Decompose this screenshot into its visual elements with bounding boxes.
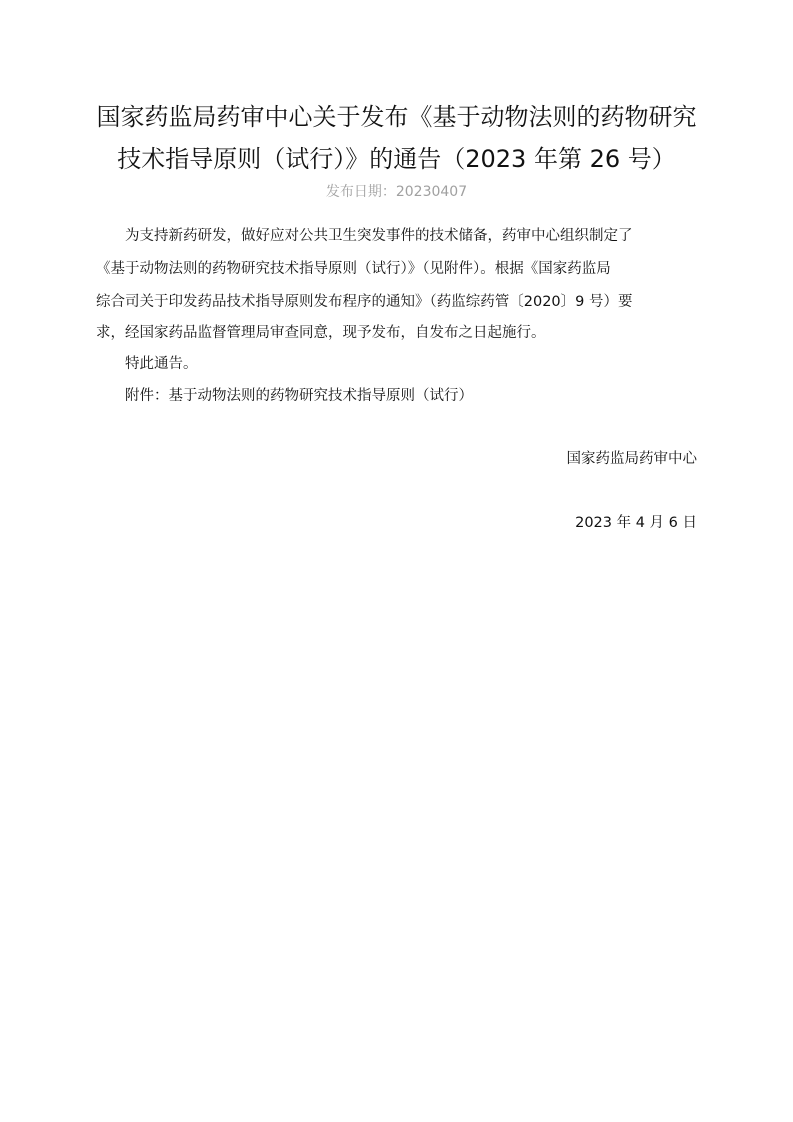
signature-date: 2023 年 4 月 6 日 [575, 515, 697, 531]
body-line-3: 综合司关于印发药品技术指导原则发布程序的通知》（药监综药管〔2020〕9 号）要 [96, 294, 633, 310]
signature-organization: 国家药监局药审中心 [566, 451, 697, 467]
body-line-1: 为支持新药研发，做好应对公共卫生突发事件的技术储备，药审中心组织制定了 [96, 228, 633, 244]
closing-line: 特此通告。 [96, 356, 198, 372]
document-title-line-2: 技术指导原则（试行）》的通告（2023 年第 26 号） [117, 145, 676, 173]
publish-date: 发布日期：20230407 [325, 184, 468, 200]
body-line-4: 求，经国家药品监督管理局审查同意，现予发布，自发布之日起施行。 [96, 325, 546, 341]
document-title-line-1: 国家药监局药审中心关于发布《基于动物法则的药物研究 [96, 103, 697, 131]
body-line-2: 《基于动物法则的药物研究技术指导原则（试行）》（见附件）。根据《国家药监局 [96, 261, 611, 277]
attachment-line: 附件：基于动物法则的药物研究技术指导原则（试行） [96, 388, 473, 404]
